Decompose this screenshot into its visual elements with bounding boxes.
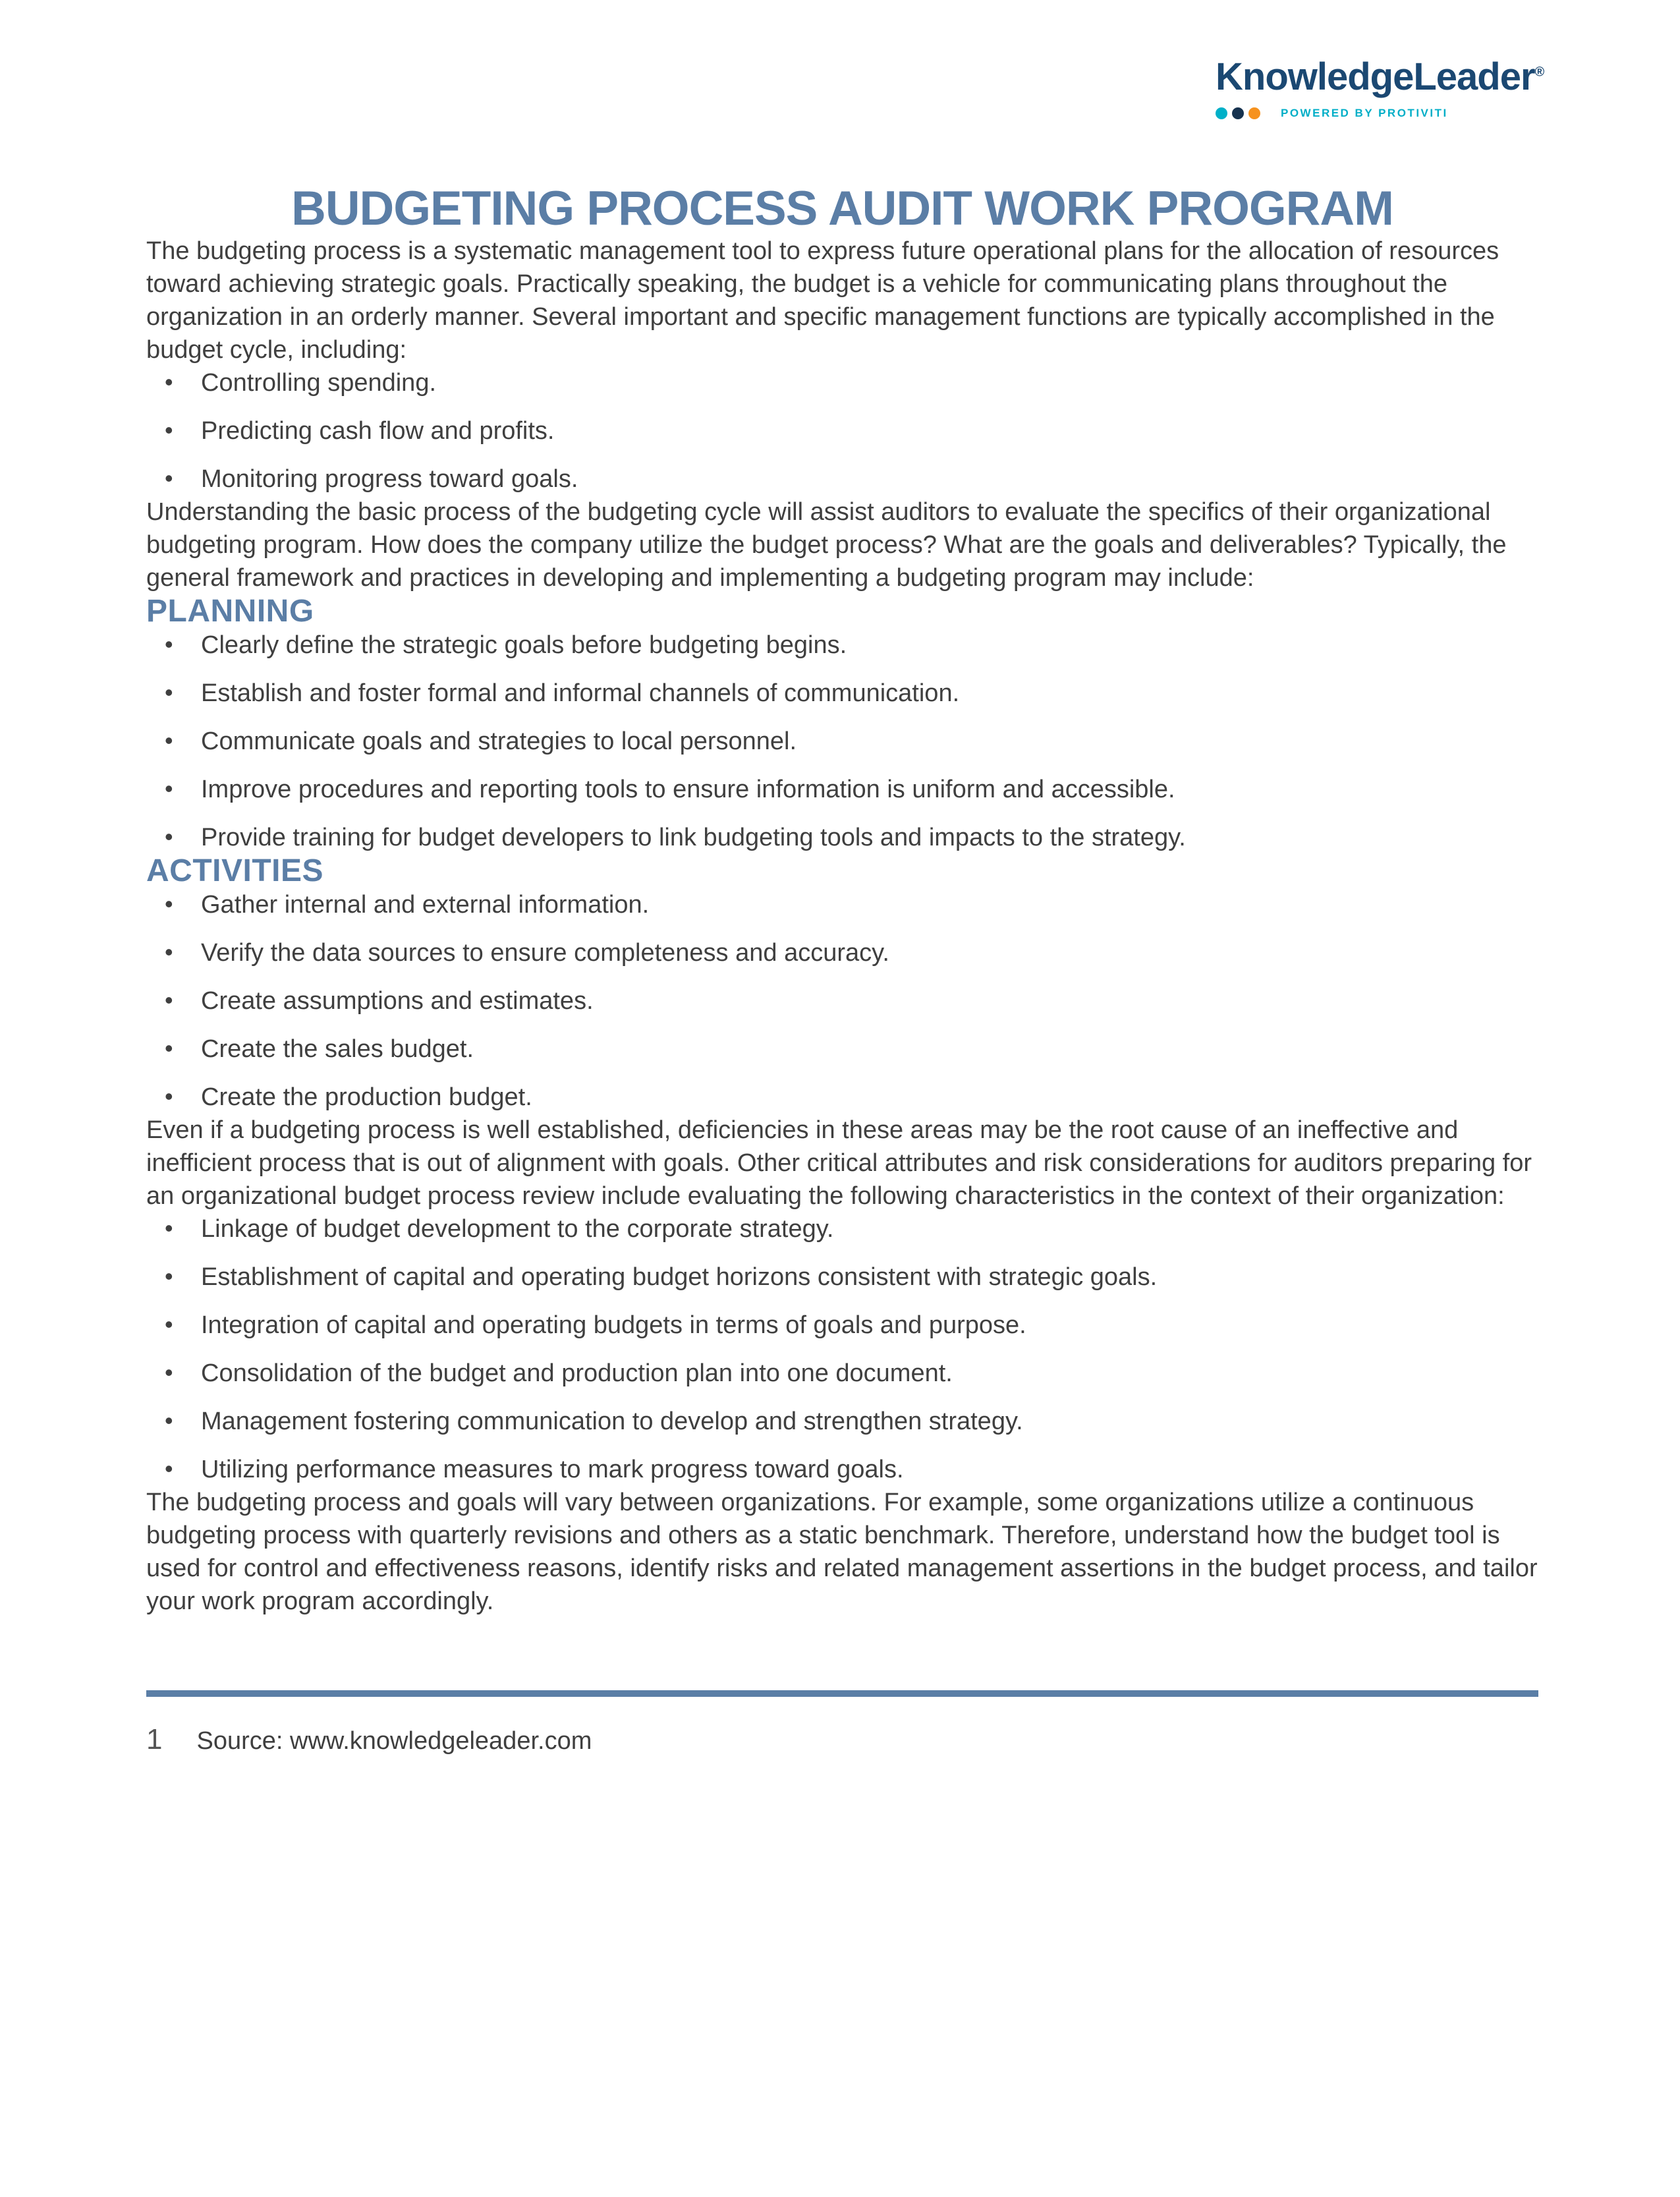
logo-wordmark-text: KnowledgeLeader — [1216, 55, 1535, 98]
activities-section-heading: ACTIVITIES — [146, 853, 324, 888]
source-attribution: Source: www.knowledgeleader.com — [196, 1727, 592, 1755]
framework-paragraph: Understanding the basic process of the budgeting cycle will assist auditors to evaluate the specifics of their organizational budgeting program. How does the company utilize the budget process? What are the goals and deliverables? Typically, the general framework and practices in developing and implementing a budgeting program may include: — [146, 498, 1507, 592]
brand-dot-orange-icon — [1248, 107, 1260, 119]
planning-list — [146, 629, 1538, 854]
knowledgeleader-logo — [1216, 55, 1545, 120]
document-body — [0, 183, 1680, 1756]
logo-wordmark — [1216, 55, 1545, 98]
list-item: • Create the production budget. — [165, 1081, 1538, 1114]
intro-paragraph: The budgeting process is a systematic management tool to express future operational plans for the allocation of resources toward achieving strategic goals. Practically speaking, the budget is a vehicle for communicating plans throughout the organization in an orderly manner. Several important and specific management functions are typically accomplished in the budget cycle, including: — [146, 237, 1499, 364]
logo-tagline-row — [1216, 107, 1545, 120]
management-functions-list — [146, 366, 1538, 496]
brand-dot-navy-icon — [1232, 107, 1244, 119]
list-item: • Monitoring progress toward goals. — [165, 463, 1538, 496]
list-item: • Gather internal and external information. — [165, 888, 1538, 921]
list-item: • Controlling spending. — [165, 366, 1538, 399]
list-item: • Provide training for budget developers to link budgeting tools and impacts to the strategy. — [165, 821, 1538, 854]
list-item: • Create assumptions and estimates. — [165, 984, 1538, 1017]
logo-tagline: POWERED BY PROTIVITI — [1281, 107, 1448, 119]
activities-list — [146, 888, 1538, 1114]
page-title: BUDGETING PROCESS AUDIT WORK PROGRAM — [291, 182, 1393, 235]
registered-trademark-symbol: ® — [1534, 65, 1545, 80]
page-footer — [146, 1723, 1538, 1756]
closing-paragraph: The budgeting process and goals will vary between organizations. For example, some organizations utilize a continuous budgeting process with quarterly revisions and others as a static benchmark. Therefore, understand how the budget tool is used for control and effectiveness reasons, identify risks and related management assertions in the budget process, and tailor your work program accordingly. — [146, 1489, 1538, 1615]
list-item: • Consolidation of the budget and production plan into one document. — [165, 1357, 1538, 1390]
footer-divider — [146, 1690, 1538, 1697]
page-number: 1 — [146, 1723, 163, 1755]
list-item: • Predicting cash flow and profits. — [165, 414, 1538, 447]
list-item: • Integration of capital and operating budgets in terms of goals and purpose. — [165, 1309, 1538, 1342]
deficiencies-paragraph: Even if a budgeting process is well established, deficiencies in these areas may be the root cause of an ineffective and inefficient process that is out of alignment with goals. Other critical attributes and risk considerations for auditors preparing for an organizational budget process review include evaluating the following characteristics in the context of their organization: — [146, 1116, 1532, 1210]
list-item: • Improve procedures and reporting tools to ensure information is uniform and accessible. — [165, 773, 1538, 806]
list-item: • Clearly define the strategic goals before budgeting begins. — [165, 629, 1538, 662]
list-item: • Utilizing performance measures to mark progress toward goals. — [165, 1453, 1538, 1486]
list-item: • Management fostering communication to develop and strengthen strategy. — [165, 1405, 1538, 1438]
list-item: • Establishment of capital and operating budget horizons consistent with strategic goals. — [165, 1261, 1538, 1294]
list-item: • Verify the data sources to ensure completeness and accuracy. — [165, 936, 1538, 969]
list-item: • Create the sales budget. — [165, 1033, 1538, 1066]
brand-dot-teal-icon — [1216, 107, 1227, 119]
list-item: • Communicate goals and strategies to local personnel. — [165, 725, 1538, 758]
list-item: • Establish and foster formal and informal channels of communication. — [165, 677, 1538, 710]
characteristics-list — [146, 1213, 1538, 1486]
planning-section-heading: PLANNING — [146, 594, 314, 629]
list-item: • Linkage of budget development to the corporate strategy. — [165, 1213, 1538, 1245]
